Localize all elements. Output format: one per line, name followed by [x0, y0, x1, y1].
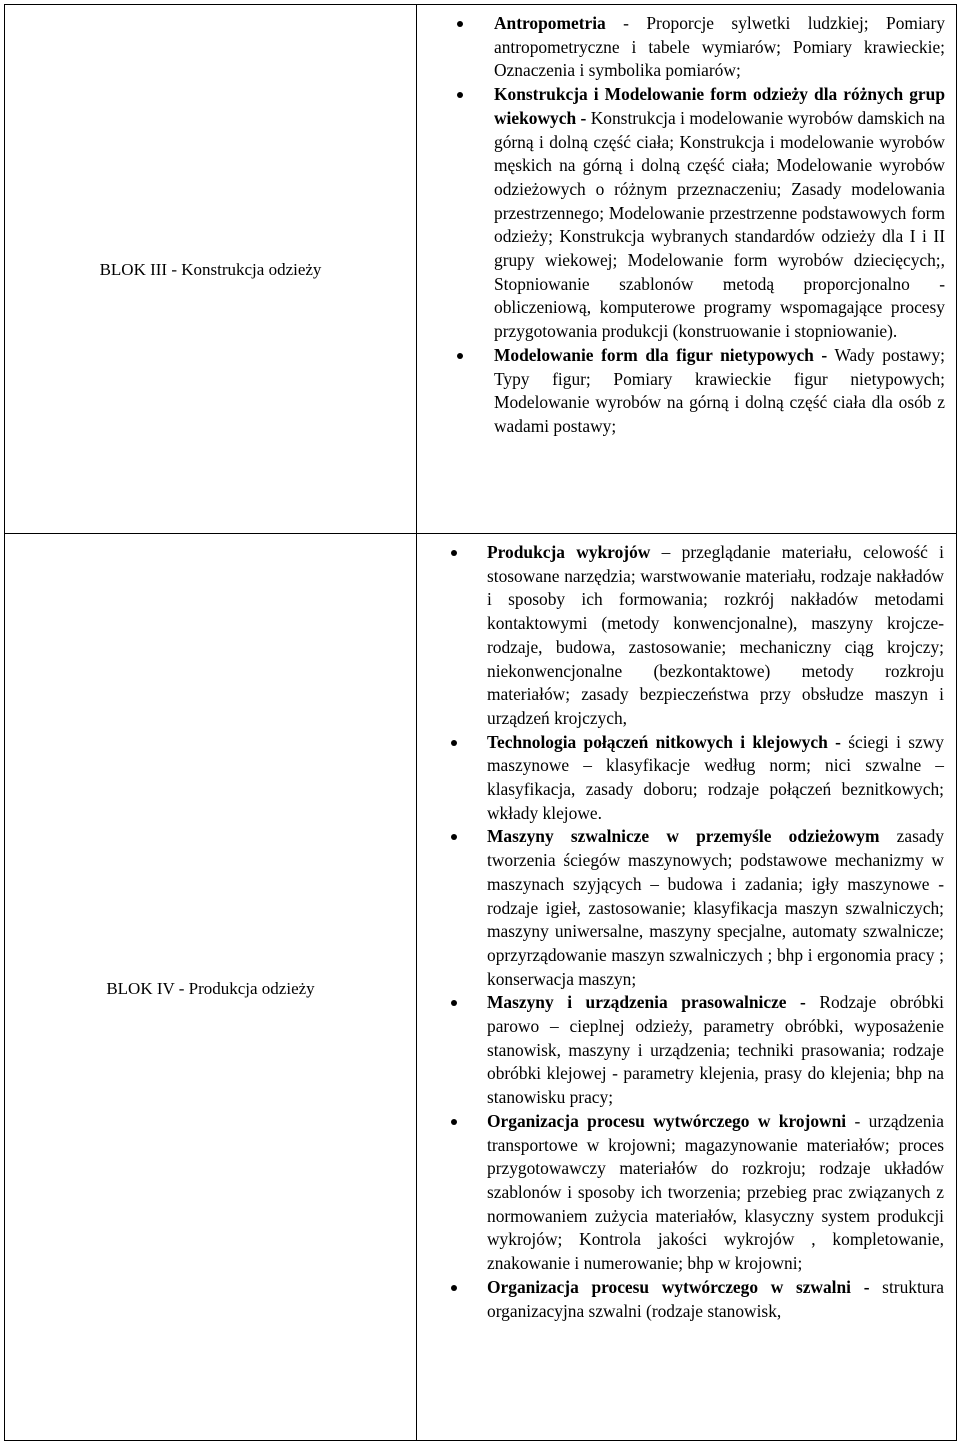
- block-iii-label: BLOK III - Konstrukcja odzieży: [99, 260, 322, 279]
- bullet-icon: [451, 1119, 457, 1125]
- curriculum-table: [4, 4, 957, 1441]
- block-iv-topic-list: [417, 534, 956, 1323]
- topic-title: Produkcja wykrojów: [487, 542, 651, 562]
- list-item: [494, 12, 945, 83]
- bullet-icon: [451, 740, 457, 746]
- list-item: [487, 1276, 944, 1323]
- topic-title: Organizacja procesu wytwórczego w szwalni -: [487, 1276, 870, 1297]
- list-item: [487, 825, 944, 991]
- block-iv-label: BLOK IV - Produkcja odzieży: [106, 979, 315, 998]
- bullet-icon: [457, 353, 463, 359]
- bullet-icon: [457, 92, 463, 98]
- list-item: [487, 541, 944, 731]
- topic-title: Maszyny i urządzenia prasowalnicze -: [487, 992, 806, 1013]
- bullet-icon: [451, 834, 457, 840]
- block-iii-label-cell: [5, 5, 417, 534]
- topic-body: Rodzaje obróbki parowo – cieplnej odzieży, parametry obróbki, wyposażenie stanowisk, maszyny i urządzenia; techniki prasowania; rodzaje obróbki klejowej - parametry klejenia, prasy do klejenia; bhp na stanowisku pracy;: [487, 992, 944, 1108]
- topic-body: Konstrukcja i modelowanie wyrobów damskich na górną i dolną część ciała; Konstrukcja i modelowanie wyrobów męskich na górną i dolną część ciała; Modelowanie wyrobów odzieżowych o różnym przeznaczeniu; Zasady modelowania przestrzennego; Modelowanie przestrzenne podstawowych form odzieży; Konstrukcja wybranych standardów odzieży dla I i II grupy wiekowej; Modelowanie form wyrobów dziecięcych;, Stopniowanie szablonów metodą proporcjonalno - obliczeniową, komputerowe programy wspomagające procesy przygotowania produkcji (konstruowanie i stopniowanie).: [494, 107, 946, 342]
- topic-title: Technologia połączeń nitkowych i klejowych -: [487, 731, 841, 752]
- topic-body: - urządzenia transportowe w krojowni; magazynowanie materiałów; proces przygotowawczy materiałów do rozkroju; rodzaje układów szablonów i sposoby ich tworzenia; przebieg prac związanych z normowaniem zużycia materiałów, klasyczny system produkcji wykrojów; Kontrola jakości wykrojów , kompletowanie, znakowanie i numerowanie; bhp w krojowni;: [487, 1110, 944, 1274]
- list-item: [487, 991, 944, 1110]
- topic-title: Antropometria: [494, 13, 606, 33]
- bullet-icon: [451, 1285, 457, 1291]
- list-item: [487, 731, 944, 826]
- table-row-block-iii: [5, 5, 957, 534]
- block-iii-topic-list: [417, 5, 956, 439]
- topic-title: Maszyny szwalnicze w przemyśle odzieżowym: [487, 826, 880, 847]
- topic-title: Organizacja procesu wytwórczego w krojowni: [487, 1110, 847, 1131]
- block-iii-content-cell: [417, 5, 957, 534]
- bullet-icon: [451, 1000, 457, 1006]
- topic-title: Modelowanie form dla figur nietypowych -: [494, 344, 828, 365]
- list-item: [487, 1110, 944, 1276]
- table-row-block-iv: [5, 534, 957, 1441]
- list-item: [494, 344, 945, 439]
- block-iv-label-cell: [5, 534, 417, 1441]
- topic-body: Wady postawy; Typy figur; Pomiary krawieckie figur nietypowych; Modelowanie wyrobów na górną i dolną część ciała dla osób z wadami postawy;: [494, 344, 945, 436]
- bullet-icon: [457, 21, 463, 27]
- topic-body: - Proporcje sylwetki ludzkiej; Pomiary antropometryczne i tabele wymiarów; Pomiary krawieckie; Oznaczenia i symbolika pomiarów;: [494, 13, 945, 81]
- topic-body: ściegi i szwy maszynowe – klasyfikacje według norm; nici szwalne – klasyfikacja, zasady doboru; rodzaje połączeń beznitkowych; wkłady klejowe.: [487, 731, 944, 823]
- topic-body: – przeglądanie materiału, celowość i stosowane narzędzia; warstwowanie materiału, rodzaje nakładów i sposoby ich formowania; rozkrój nakładów metodami kontaktowymi (metody konwencjonalne), maszyny krojcze- rodzaje, budowa, zastosowanie; mechaniczny ciąg krojczy; niekonwencjonalne (bezkontaktowe) metody rozkroju materiałów; zasady bezpieczeństwa przy obsłudze maszyn i urządzeń krojczych,: [487, 542, 944, 728]
- topic-body: zasady tworzenia ściegów maszynowych; podstawowe mechanizmy w maszynach szyjących – budowa i zadania; igły maszynowe -rodzaje igieł, zastosowanie; klasyfikacja maszyn szwalniczych; maszyny uniwersalne, maszyny specjalne, automaty szwalnicze; oprzyrządowanie maszyn szwalniczych ; bhp i ergonomia pracy ; konserwacja maszyn;: [487, 826, 944, 989]
- topic-body: struktura organizacyjna szwalni (rodzaje stanowisk,: [487, 1276, 944, 1321]
- topic-title: Konstrukcja i Modelowanie form odzieży dla różnych grup wiekowych -: [494, 84, 945, 128]
- list-item: [494, 83, 945, 344]
- bullet-icon: [451, 550, 457, 556]
- block-iv-content-cell: [417, 534, 957, 1441]
